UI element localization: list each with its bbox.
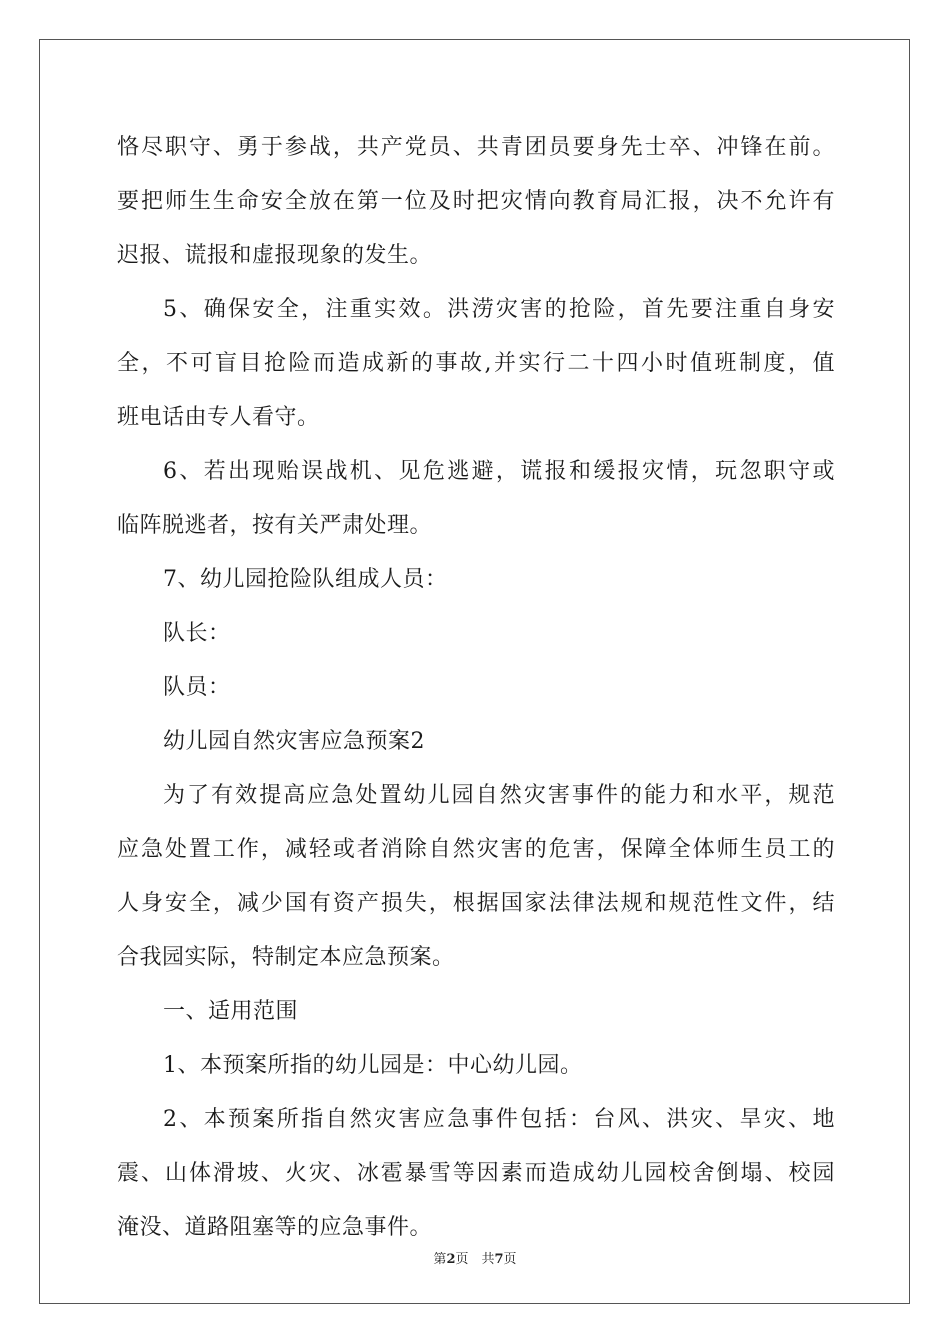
- text-line: 班电话由专人看守。: [117, 405, 320, 430]
- footer-prefix: 第: [433, 1252, 447, 1267]
- text-line: 震、山体滑坡、火灾、冰雹暴雪等因素而造成幼儿园校舍倒塌、校园: [117, 1161, 835, 1186]
- text-line: 队员：: [163, 675, 231, 700]
- text-line: 人身安全，减少国有资产损失，根据国家法律法规和规范性文件，结: [117, 891, 835, 916]
- text-line: 5、确保安全，注重实效。洪涝灾害的抢险，首先要注重自身安: [163, 297, 835, 322]
- text-line: 恪尽职守、勇于参战，共产党员、共青团员要身先士卒、冲锋在前。: [117, 135, 835, 160]
- footer-mid: 页 共: [455, 1252, 495, 1267]
- text-line: 迟报、谎报和虚报现象的发生。: [117, 243, 433, 268]
- text-line: 一、适用范围: [163, 999, 299, 1024]
- current-page-number: 2: [446, 1252, 456, 1267]
- text-line: 7、幼儿园抢险队组成人员：: [163, 567, 448, 592]
- page-footer: [0, 1248, 950, 1267]
- footer-suffix: 页: [503, 1252, 517, 1267]
- text-line: 应急处置工作，减轻或者消除自然灾害的危害，保障全体师生员工的: [117, 837, 835, 862]
- text-line: 要把师生生命安全放在第一位及时把灾情向教育局汇报，决不允许有: [117, 189, 835, 214]
- text-line: 合我园实际，特制定本应急预案。: [117, 945, 455, 970]
- text-line: 队长：: [163, 621, 231, 646]
- total-page-number: 7: [494, 1252, 504, 1267]
- text-line: 临阵脱逃者，按有关严肃处理。: [117, 513, 433, 538]
- text-line: 全，不可盲目抢险而造成新的事故,并实行二十四小时值班制度，值: [117, 351, 835, 376]
- text-line: 1、本预案所指的幼儿园是：中心幼儿园。: [163, 1053, 583, 1078]
- text-line: 2、本预案所指自然灾害应急事件包括：台风、洪灾、旱灾、地: [163, 1107, 835, 1132]
- text-line: 为了有效提高应急处置幼儿园自然灾害事件的能力和水平，规范: [163, 783, 835, 808]
- text-line: 6、若出现贻误战机、见危逃避，谎报和缓报灾情，玩忽职守或: [163, 459, 835, 484]
- text-line: 幼儿园自然灾害应急预案2: [163, 729, 425, 754]
- text-line: 淹没、道路阻塞等的应急事件。: [117, 1215, 433, 1240]
- document-body: [117, 126, 835, 1260]
